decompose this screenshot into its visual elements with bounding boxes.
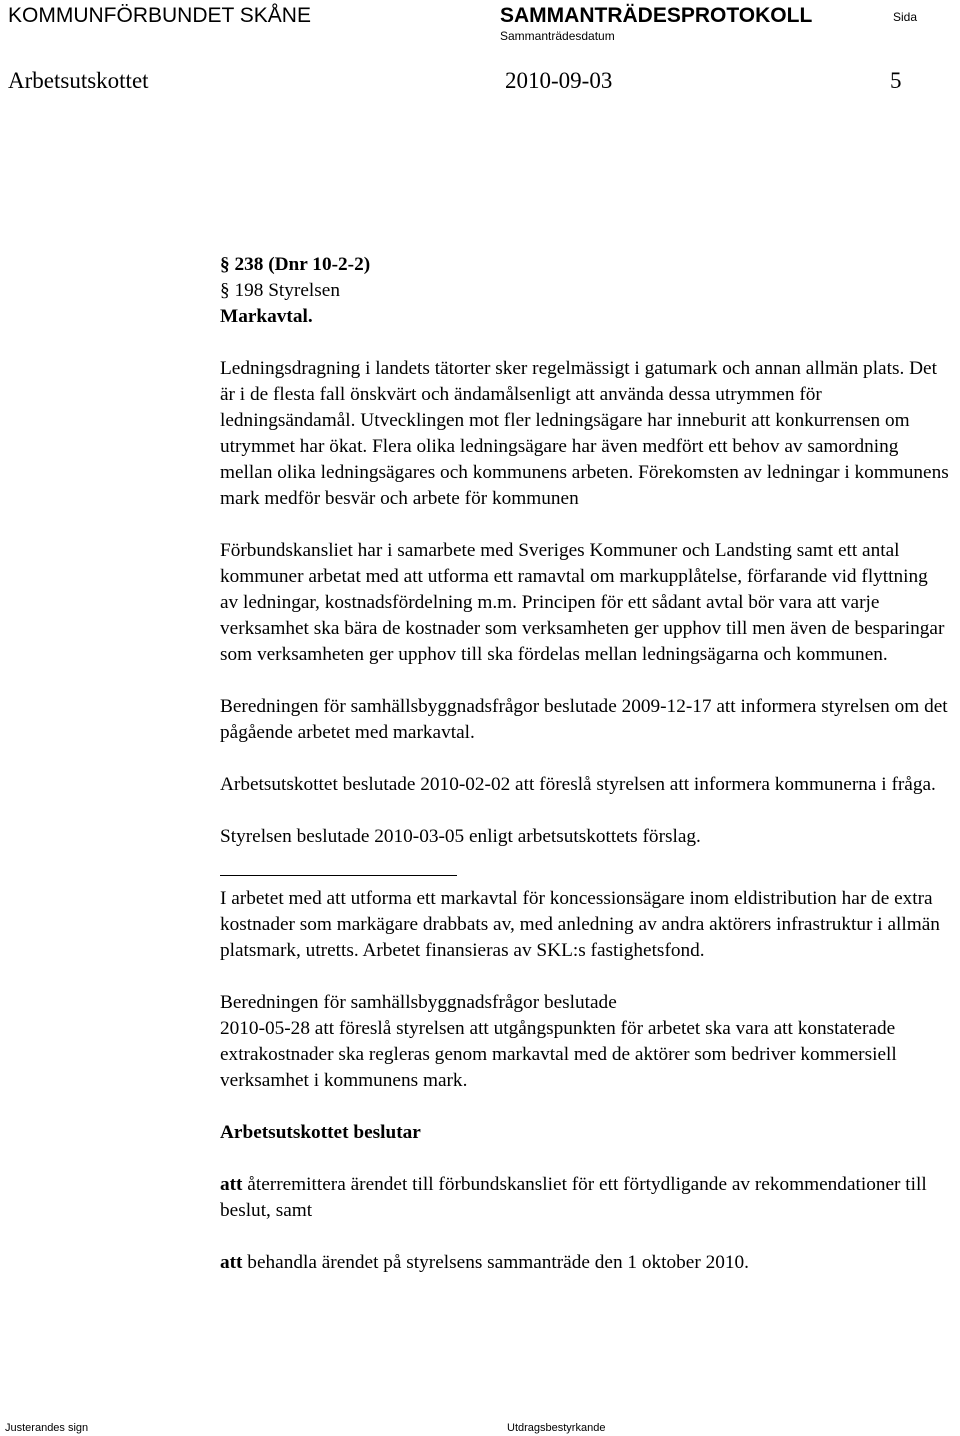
- decision-keyword: att: [220, 1252, 243, 1273]
- spacer: [220, 876, 950, 886]
- spacer: [220, 512, 950, 538]
- document-content: [220, 252, 950, 1276]
- paragraph-concession: I arbetet med att utforma ett markavtal för koncessionsägare inom eldistribution har de extra kostnader som markägare drabbats av, med anledning av andra aktörers infrastruktur i allmän platsmark, utretts. Arbetet finansieras av SKL:s fastighetsfond.: [220, 888, 940, 961]
- spacer: [220, 964, 950, 990]
- paragraph-working-committee-2010: Arbetsutskottet beslutade 2010-02-02 att föreslå styrelsen att informera kommunerna i fråga.: [220, 774, 936, 795]
- header-date-label: Sammanträdesdatum: [500, 29, 615, 43]
- meeting-date: 2010-09-03: [505, 68, 613, 93]
- separator-line: [220, 850, 457, 876]
- spacer: [220, 668, 950, 694]
- header-page-label: Sida: [893, 10, 918, 24]
- spacer: [220, 746, 950, 772]
- decision-item: [220, 1172, 950, 1224]
- paragraph-framework: Förbundskansliet har i samarbete med Sveriges Kommuner och Landsting samt ett antal kommuner arbetat med att utforma ett ramavtal om markupplåtelse, förfarande vid flyttning av ledningar, kostnadsfördelning m.m. Principen för ett sådant avtal bör vara att varje verksamhet ska bära de kostnader som verksamheten ger upphov till men även de besparingar som verksamheten ger upphov till ska fördelas mellan ledningsägarna och kommunen.: [220, 540, 945, 665]
- header-organization: KOMMUNFÖRBUNDET SKÅNE: [8, 4, 311, 27]
- footer-signature-label: Justerandes sign: [5, 1422, 89, 1434]
- decision-text: behandla ärendet på styrelsens sammanträde den 1 oktober 2010.: [242, 1252, 749, 1273]
- paragraph-board-decision: Styrelsen beslutade 2010-03-05 enligt arbetsutskottets förslag.: [220, 826, 701, 847]
- decision-item: [220, 1250, 950, 1276]
- spacer: [220, 1094, 950, 1120]
- paragraph-committee-2010: [220, 990, 950, 1094]
- item-title: Markavtal.: [220, 306, 313, 327]
- header-document-type: SAMMANTRÄDESPROTOKOLL: [500, 4, 813, 27]
- spacer: [220, 1146, 950, 1172]
- decision-text: återremittera ärendet till förbundskansliet för ett förtydligande av rekommendationer till beslut, samt: [220, 1174, 927, 1221]
- paragraph-committee-2009: Beredningen för samhällsbyggnadsfrågor beslutade 2009-12-17 att informera styrelsen om det pågående arbetet med markavtal.: [220, 696, 948, 743]
- board-reference: § 198 Styrelsen: [220, 280, 340, 301]
- item-number: § 238 (Dnr 10-2-2): [220, 254, 371, 275]
- decision-keyword: att: [220, 1174, 243, 1195]
- spacer: [220, 330, 950, 356]
- page-number: 5: [890, 68, 902, 93]
- paragraph-committee-2010-rest: 2010-05-28 att föreslå styrelsen att utgångspunkten för arbetet ska vara att konstaterade extrakostnader ska regleras genom markavtal med de aktörer som bedriver kommersiell verksamhet i kommunens mark.: [220, 1018, 897, 1091]
- decision-heading: Arbetsutskottet beslutar: [220, 1122, 421, 1143]
- meeting-body: Arbetsutskottet: [8, 68, 149, 93]
- footer-certifier-label: Utdragsbestyrkande: [507, 1422, 606, 1434]
- paragraph-background: Ledningsdragning i landets tätorter sker regelmässigt i gatumark och annan allmän plats. Det är i de flesta fall önskvärt och ändamålsenligt att använda dessa utrymmen för ledningsändamål. Utvecklingen mot fler ledningsägare har inneburit att konkurrensen om utrymmet har ökat. Flera olika ledningsägare har även medfört ett behov av samordning mellan olika ledningsägares och kommunens arbeten. Förekomsten av ledningar i kommunens mark medför besvär och arbete för kommunen: [220, 358, 949, 509]
- paragraph-committee-2010-line1: Beredningen för samhällsbyggnadsfrågor beslutade: [220, 992, 617, 1013]
- spacer: [220, 798, 950, 824]
- spacer: [220, 1224, 950, 1250]
